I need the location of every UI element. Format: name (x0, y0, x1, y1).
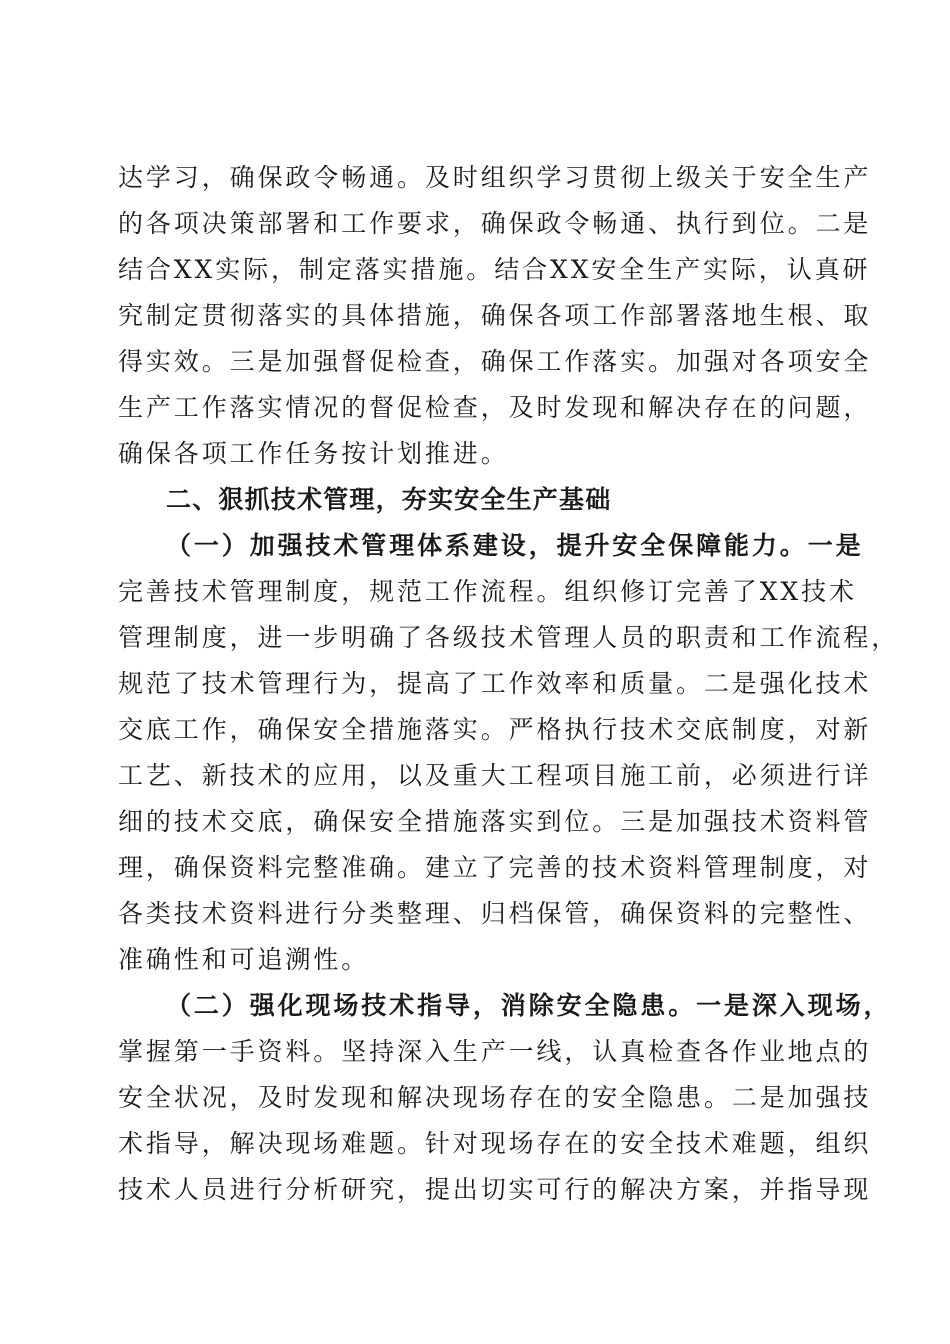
section-heading: 二、狠抓技术管理，夯实安全生产基础 (166, 485, 612, 514)
subsection-heading-line: （二）强化现场技术指导，消除安全隐患。一是深入现场， (166, 991, 892, 1020)
body-line: 工艺、新技术的应用，以及重大工程项目施工前，必须进行详 (118, 761, 872, 790)
body-line: 技术人员进行分析研究，提出切实可行的解决方案，并指导现 (118, 1175, 872, 1204)
body-line: 究制定贯彻落实的具体措施，确保各项工作部署落地生根、取 (118, 301, 872, 330)
body-line: 达学习，确保政令畅通。及时组织学习贯彻上级关于安全生产 (118, 163, 872, 192)
body-line: 安全状况，及时发现和解决现场存在的安全隐患。二是加强技 (118, 1083, 872, 1112)
body-line: 结合XX实际，制定落实措施。结合XX安全生产实际，认真研 (118, 255, 871, 284)
body-line: 交底工作，确保安全措施落实。严格执行技术交底制度，对新 (118, 715, 872, 744)
body-line: 的各项决策部署和工作要求，确保政令畅通、执行到位。二是 (118, 209, 872, 238)
body-line: 掌握第一手资料。坚持深入生产一线，认真检查各作业地点的 (118, 1037, 872, 1066)
body-line: 理，确保资料完整准确。建立了完善的技术资料管理制度，对 (118, 853, 872, 882)
body-line: 细的技术交底，确保安全措施落实到位。三是加强技术资料管 (118, 807, 872, 836)
body-line: 管理制度，进一步明确了各级技术管理人员的职责和工作流程， (118, 623, 900, 652)
body-line: 得实效。三是加强督促检查，确保工作落实。加强对各项安全 (118, 347, 872, 376)
body-line: 完善技术管理制度，规范工作流程。组织修订完善了XX技术 (118, 577, 857, 606)
subsection-heading-line: （一）加强技术管理体系建设，提升安全保障能力。一是 (166, 531, 864, 560)
body-line: 规范了技术管理行为，提高了工作效率和质量。二是强化技术 (118, 669, 872, 698)
body-line: 生产工作落实情况的督促检查，及时发现和解决存在的问题， (118, 393, 872, 422)
body-line: 确保各项工作任务按计划推进。 (118, 439, 509, 468)
body-line: 准确性和可追溯性。 (118, 945, 370, 974)
body-line: 术指导，解决现场难题。针对现场存在的安全技术难题，组织 (118, 1129, 872, 1158)
body-line: 各类技术资料进行分类整理、归档保管，确保资料的完整性、 (118, 899, 872, 928)
